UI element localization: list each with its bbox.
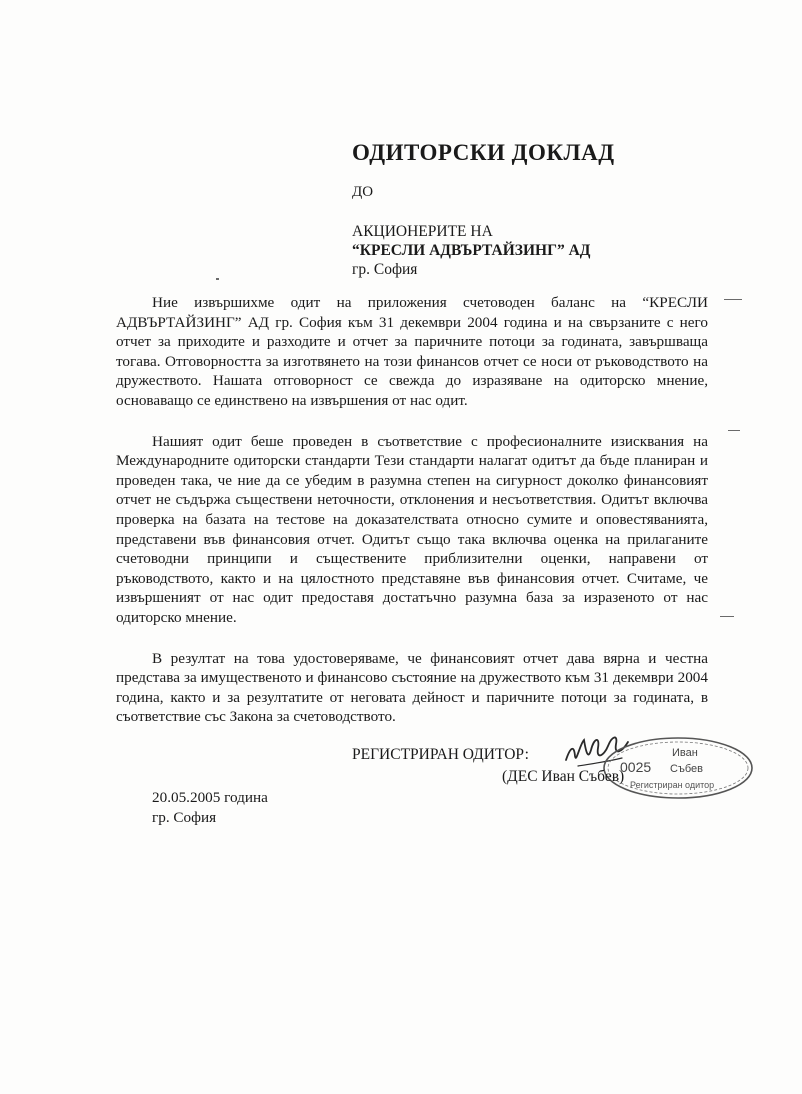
stamp-last-name: Събев (670, 763, 703, 775)
date-place-block (152, 788, 268, 827)
stamp-first-name: Иван (672, 747, 698, 759)
report-body (116, 293, 708, 748)
scan-speck (724, 299, 742, 300)
paragraph-standards: Нашият одит беше проведен в съответствие с професионалните изисквания на Международните одиторски стандарти Тези стандарти налагат одитът да бъде планиран и проведен така, че ние да се убедим в разумна степен на сигурност доколко финансовият отчет не съдържа съществени неточности, отклонения и несъответствия. Одитът включва проверка на базата на тестове на доказателствата относно сумите и оповестяванията, представени във финансовия отчет. Одитът също така включва оценка на прилаганите счетоводни принципи и съществените приблизителни оценки, направени от ръководството, както и на цялостното представяне във финансовия отчет. Считаме, че извършеният от нас одит предоставя достатъчно разумна база за изразеното от нас одиторско мнение. (116, 432, 708, 626)
stamp-number: 0025 (620, 759, 652, 775)
addressee-to: ДО (352, 184, 374, 200)
addressee-company: “КРЕСЛИ АДВЪРТАЙЗИНГ” АД (352, 242, 591, 259)
stamp-role: Регистриран одитор (630, 780, 715, 790)
addressee-line: АКЦИОНЕРИТЕ НА (352, 223, 493, 240)
paragraph-opinion: В резултат на това удостоверяваме, че финансовият отчет дава вярна и честна представа за имущественото и финансово състояние на дружеството към 31 декември 2004 година, както и за резултатите от неговата дейност и паричните потоци за годината, в съответствие със Закона за счетоводството. (116, 649, 708, 726)
addressee-city: гр. София (352, 261, 418, 278)
signature-label: РЕГИСТРИРАН ОДИТОР: (352, 746, 529, 763)
report-place: гр. София (152, 808, 217, 826)
report-date: 20.05.2005 година (152, 789, 268, 806)
scan-speck (216, 278, 219, 280)
document-title: ОДИТОРСКИ ДОКЛАД (352, 140, 615, 165)
scan-speck (720, 616, 734, 617)
scan-speck (728, 430, 740, 431)
auditor-name: (ДЕС Иван Събев) (502, 768, 625, 785)
paragraph-scope: Ние извършихме одит на приложения счетоводен баланс на “КРЕСЛИ АДВЪРТАЙЗИНГ” АД гр. София към 31 декември 2004 година и на свързаните с него отчет за приходите и разходите и отчет за паричните потоци за годината, завършваща тогава. Отговорността за изготвянето на този финансов отчет се носи от ръководството на дружеството. Нашата отговорност се свежда до изразяване на одиторско мнение, основаващо се единствено на извършения от нас одит. (116, 294, 708, 409)
addressee-block (352, 222, 590, 279)
